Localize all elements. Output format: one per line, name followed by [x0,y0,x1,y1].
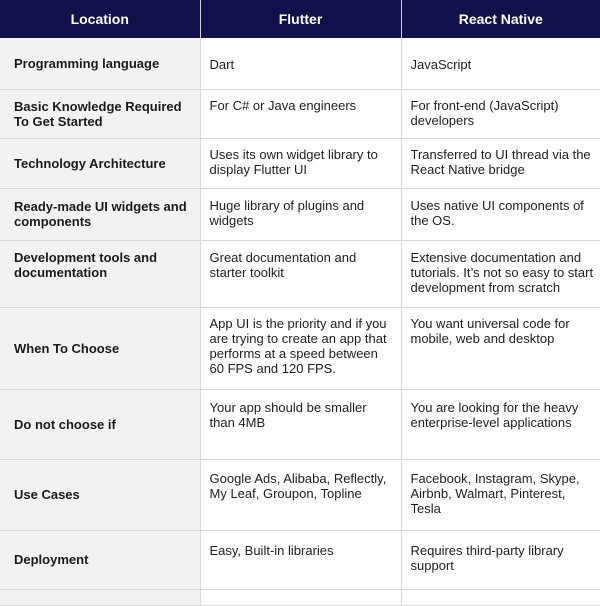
empty-cell [200,589,401,605]
table-row [0,188,600,240]
react-native-cell: Extensive documentation and tutorials. It’s not so easy to start development from scratch [401,240,600,307]
empty-cell [0,589,200,605]
flutter-cell: Dart [200,38,401,89]
table-row [0,307,600,389]
table-row-empty [0,589,600,605]
row-label: Deployment [0,530,200,589]
row-label: Use Cases [0,459,200,530]
react-native-cell: You are looking for the heavy enterprise-level applications [401,389,600,459]
flutter-cell: App UI is the priority and if you are trying to create an app that performs at a speed between 60 FPS and 120 FPS. [200,307,401,389]
flutter-cell: Uses its own widget library to display Flutter UI [200,138,401,188]
table-row [0,459,600,530]
header-flutter: Flutter [200,0,401,38]
row-label: Development tools and documentation [0,240,200,307]
header-react-native: React Native [401,0,600,38]
row-label: Basic Knowledge Required To Get Started [0,89,200,138]
flutter-cell: Easy, Built-in libraries [200,530,401,589]
table-row [0,240,600,307]
row-label: Do not choose if [0,389,200,459]
react-native-cell: JavaScript [401,38,600,89]
table-row [0,530,600,589]
table-row [0,89,600,138]
react-native-cell: Transferred to UI thread via the React Native bridge [401,138,600,188]
row-label: Technology Architecture [0,138,200,188]
row-label: Ready-made UI widgets and components [0,188,200,240]
row-label: Programming language [0,38,200,89]
flutter-cell: Huge library of plugins and widgets [200,188,401,240]
react-native-cell: Requires third-party library support [401,530,600,589]
flutter-cell: For C# or Java engineers [200,89,401,138]
flutter-cell: Your app should be smaller than 4MB [200,389,401,459]
react-native-cell: Uses native UI components of the OS. [401,188,600,240]
header-location: Location [0,0,200,38]
react-native-cell: For front-end (JavaScript) developers [401,89,600,138]
react-native-cell: You want universal code for mobile, web and desktop [401,307,600,389]
row-label: When To Choose [0,307,200,389]
table-row [0,389,600,459]
flutter-cell: Google Ads, Alibaba, Reflectly, My Leaf, Groupon, Topline [200,459,401,530]
header-row [0,0,600,38]
table-row [0,138,600,188]
flutter-cell: Great documentation and starter toolkit [200,240,401,307]
react-native-cell: Facebook, Instagram, Skype, Airbnb, Walmart, Pinterest, Tesla [401,459,600,530]
empty-cell [401,589,600,605]
table-row [0,38,600,89]
